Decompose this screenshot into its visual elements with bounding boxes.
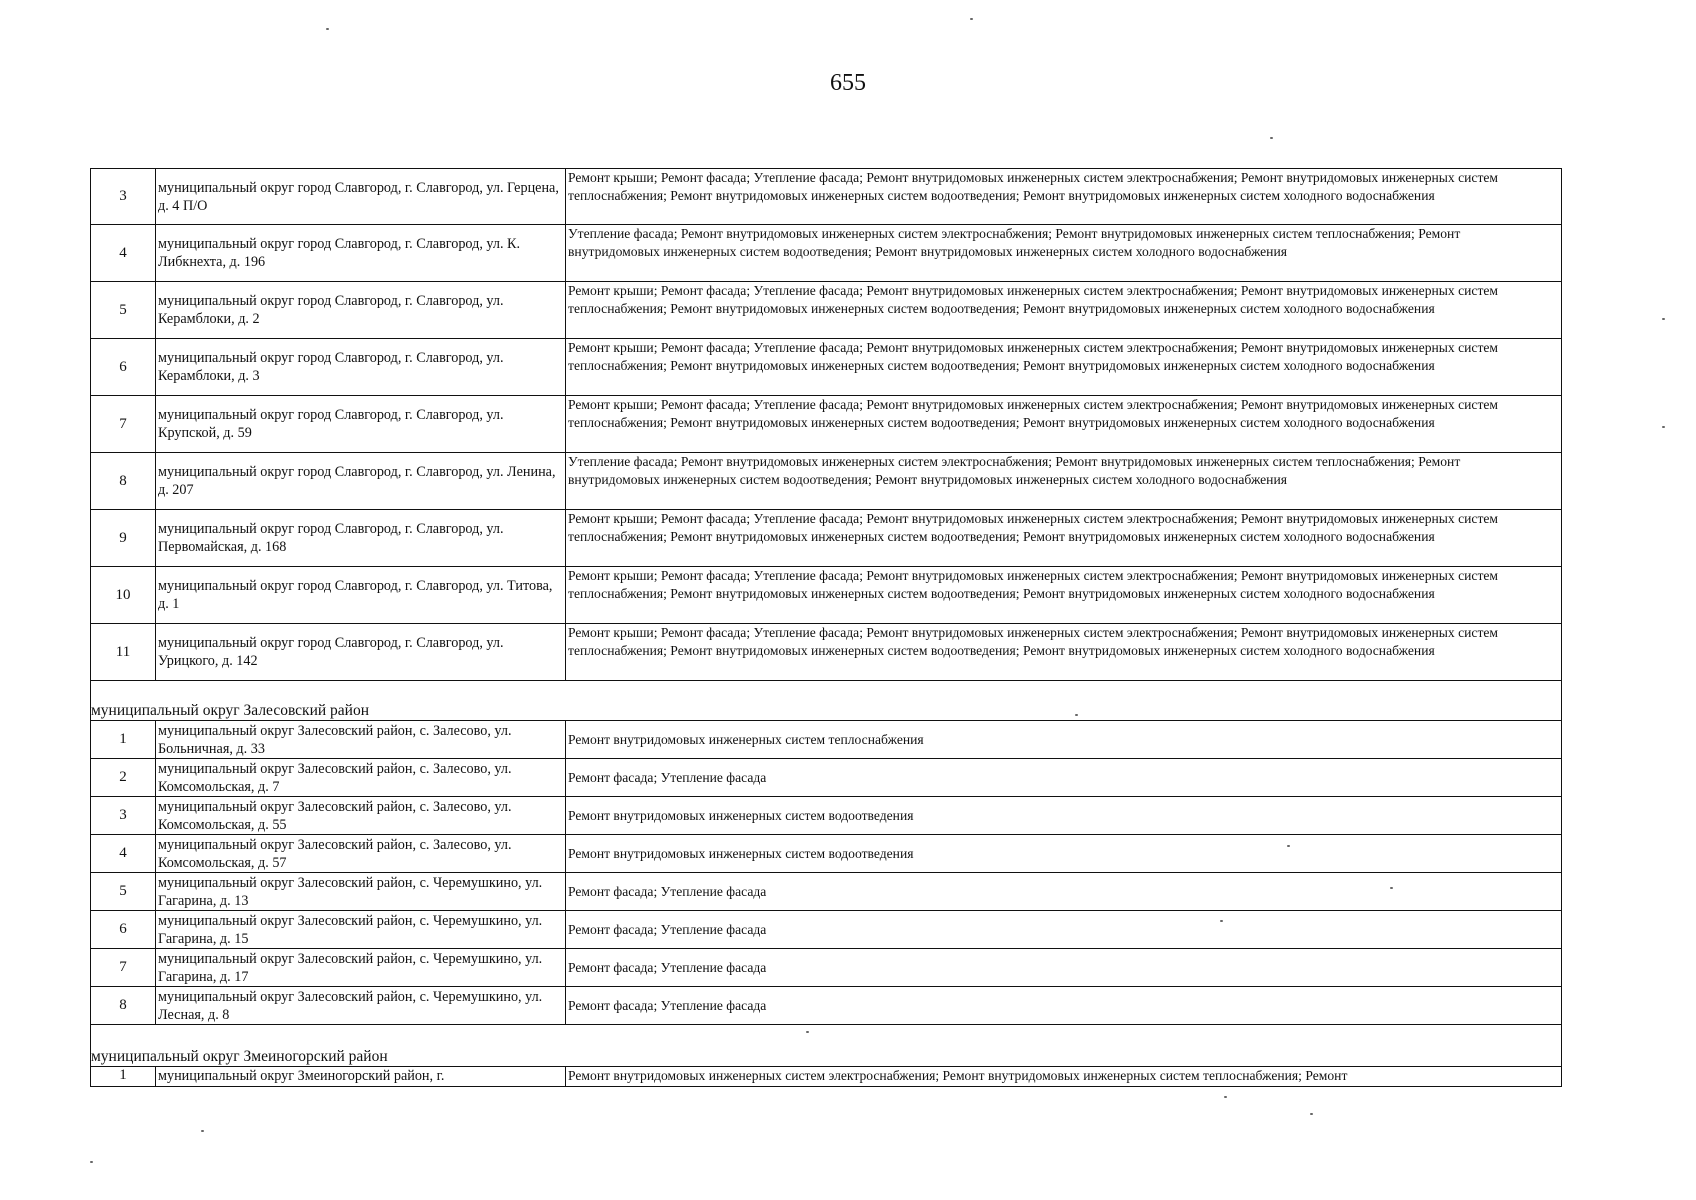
row-number: 2 <box>91 759 156 796</box>
row-address: муниципальный округ Залесовский район, с. Черемушкино, ул. Гагарина, д. 15 <box>156 911 566 948</box>
table-row <box>90 510 1562 567</box>
table-row <box>90 282 1562 339</box>
table-row <box>90 339 1562 396</box>
table-row <box>90 1067 1562 1087</box>
row-number: 5 <box>91 282 156 338</box>
row-works: Ремонт фасада; Утепление фасада <box>568 769 767 785</box>
row-address: муниципальный округ Залесовский район, с. Залесово, ул. Больничная, д. 33 <box>156 721 566 758</box>
table-row <box>90 225 1562 282</box>
section-title: муниципальный округ Залесовский район <box>91 702 370 719</box>
page-number: 655 <box>830 70 866 96</box>
row-number: 3 <box>91 169 156 224</box>
row-works: Ремонт крыши; Ремонт фасада; Утепление фасада; Ремонт внутридомовых инженерных систем электроснабжения; Ремонт внутридомовых инженерных систем теплоснабжения; Ремонт внутридомовых инженерных систем водоотведения; Ремонт внутридомовых инженерных систем холодного водоснабжения <box>568 340 1499 373</box>
row-works: Ремонт крыши; Ремонт фасада; Утепление фасада; Ремонт внутридомовых инженерных систем электроснабжения; Ремонт внутридомовых инженерных систем теплоснабжения; Ремонт внутридомовых инженерных систем водоотведения; Ремонт внутридомовых инженерных систем холодного водоснабжения <box>568 568 1499 601</box>
row-number: 1 <box>91 1067 156 1086</box>
row-works: Ремонт внутридомовых инженерных систем водоотведения <box>568 807 914 823</box>
scan-speck <box>1310 1113 1313 1115</box>
table-row <box>90 624 1562 681</box>
row-address: муниципальный округ город Славгород, г. Славгород, ул. Первомайская, д. 168 <box>156 510 566 566</box>
row-address: муниципальный округ Залесовский район, с. Залесово, ул. Комсомольская, д. 55 <box>156 797 566 834</box>
scan-speck <box>90 1161 93 1163</box>
row-number: 4 <box>91 835 156 872</box>
row-address: муниципальный округ Залесовский район, с. Черемушкино, ул. Гагарина, д. 17 <box>156 949 566 986</box>
row-works: Ремонт внутридомовых инженерных систем теплоснабжения <box>568 731 924 747</box>
row-address: муниципальный округ Змеиногорский район, г. <box>156 1067 566 1086</box>
row-number: 8 <box>91 987 156 1024</box>
table-row <box>90 168 1562 225</box>
row-number: 8 <box>91 453 156 509</box>
scan-speck <box>1662 426 1665 428</box>
row-address: муниципальный округ Залесовский район, с. Черемушкино, ул. Гагарина, д. 13 <box>156 873 566 910</box>
table-row <box>90 987 1562 1025</box>
scan-speck <box>201 1130 204 1132</box>
scan-speck <box>1662 318 1665 320</box>
table-row <box>90 453 1562 510</box>
row-address: муниципальный округ город Славгород, г. Славгород, ул. Ленина, д. 207 <box>156 453 566 509</box>
scan-speck <box>1220 920 1223 922</box>
table-row <box>90 949 1562 987</box>
row-works: Ремонт крыши; Ремонт фасада; Утепление фасада; Ремонт внутридомовых инженерных систем электроснабжения; Ремонт внутридомовых инженерных систем теплоснабжения; Ремонт внутридомовых инженерных систем водоотведения; Ремонт внутридомовых инженерных систем холодного водоснабжения <box>568 511 1499 544</box>
scan-speck <box>1287 845 1290 847</box>
section-title: муниципальный округ Змеиногорский район <box>91 1048 388 1065</box>
row-works: Ремонт фасада; Утепление фасада <box>568 921 767 937</box>
table-row <box>90 396 1562 453</box>
table-row <box>90 835 1562 873</box>
table-row <box>90 721 1562 759</box>
row-number: 6 <box>91 339 156 395</box>
row-address: муниципальный округ город Славгород, г. Славгород, ул. Керамблоки, д. 2 <box>156 282 566 338</box>
row-number: 10 <box>91 567 156 623</box>
row-works: Утепление фасада; Ремонт внутридомовых инженерных систем электроснабжения; Ремонт внутридомовых инженерных систем теплоснабжения; Ремонт внутридомовых инженерных систем водоотведения; Ремонт внутридомовых инженерных систем холодного водоснабжения <box>568 226 1461 259</box>
row-number: 11 <box>91 624 156 680</box>
row-number: 4 <box>91 225 156 281</box>
section-header <box>90 681 1562 721</box>
scan-speck <box>1390 887 1393 889</box>
row-works: Ремонт крыши; Ремонт фасада; Утепление фасада; Ремонт внутридомовых инженерных систем электроснабжения; Ремонт внутридомовых инженерных систем теплоснабжения; Ремонт внутридомовых инженерных систем водоотведения; Ремонт внутридомовых инженерных систем холодного водоснабжения <box>568 170 1499 203</box>
row-works: Утепление фасада; Ремонт внутридомовых инженерных систем электроснабжения; Ремонт внутридомовых инженерных систем теплоснабжения; Ремонт внутридомовых инженерных систем водоотведения; Ремонт внутридомовых инженерных систем холодного водоснабжения <box>568 454 1461 487</box>
table-row <box>90 873 1562 911</box>
row-address: муниципальный округ Залесовский район, с. Залесово, ул. Комсомольская, д. 7 <box>156 759 566 796</box>
table-row <box>90 759 1562 797</box>
row-number: 6 <box>91 911 156 948</box>
row-number: 7 <box>91 949 156 986</box>
row-address: муниципальный округ город Славгород, г. Славгород, ул. Герцена, д. 4 П/О <box>156 169 566 224</box>
row-number: 1 <box>91 721 156 758</box>
table-row <box>90 911 1562 949</box>
row-address: муниципальный округ город Славгород, г. Славгород, ул. К. Либкнехта, д. 196 <box>156 225 566 281</box>
row-works: Ремонт крыши; Ремонт фасада; Утепление фасада; Ремонт внутридомовых инженерных систем электроснабжения; Ремонт внутридомовых инженерных систем теплоснабжения; Ремонт внутридомовых инженерных систем водоотведения; Ремонт внутридомовых инженерных систем холодного водоснабжения <box>568 283 1499 316</box>
table-row <box>90 567 1562 624</box>
row-address: муниципальный округ город Славгород, г. Славгород, ул. Крупской, д. 59 <box>156 396 566 452</box>
scan-speck <box>1075 714 1078 716</box>
section-header <box>90 1025 1562 1067</box>
row-address: муниципальный округ Залесовский район, с. Залесово, ул. Комсомольская, д. 57 <box>156 835 566 872</box>
row-number: 3 <box>91 797 156 834</box>
row-works: Ремонт фасада; Утепление фасада <box>568 959 767 975</box>
row-works: Ремонт внутридомовых инженерных систем водоотведения <box>568 845 914 861</box>
row-works: Ремонт крыши; Ремонт фасада; Утепление фасада; Ремонт внутридомовых инженерных систем электроснабжения; Ремонт внутридомовых инженерных систем теплоснабжения; Ремонт внутридомовых инженерных систем водоотведения; Ремонт внутридомовых инженерных систем холодного водоснабжения <box>568 625 1499 658</box>
row-number: 5 <box>91 873 156 910</box>
row-works: Ремонт фасада; Утепление фасада <box>568 883 767 899</box>
row-works: Ремонт внутридомовых инженерных систем электроснабжения; Ремонт внутридомовых инженерных систем теплоснабжения; Ремонт <box>568 1068 1348 1083</box>
scan-speck <box>1224 1096 1227 1098</box>
row-works: Ремонт фасада; Утепление фасада <box>568 997 767 1013</box>
row-number: 7 <box>91 396 156 452</box>
scan-speck <box>806 1031 809 1033</box>
row-address: муниципальный округ город Славгород, г. Славгород, ул. Керамблоки, д. 3 <box>156 339 566 395</box>
scan-speck <box>326 28 329 30</box>
row-address: муниципальный округ город Славгород, г. Славгород, ул. Титова, д. 1 <box>156 567 566 623</box>
scan-speck <box>1270 137 1273 139</box>
row-address: муниципальный округ город Славгород, г. Славгород, ул. Урицкого, д. 142 <box>156 624 566 680</box>
row-address: муниципальный округ Залесовский район, с. Черемушкино, ул. Лесная, д. 8 <box>156 987 566 1024</box>
works-table <box>90 168 1562 1087</box>
row-works: Ремонт крыши; Ремонт фасада; Утепление фасада; Ремонт внутридомовых инженерных систем электроснабжения; Ремонт внутридомовых инженерных систем теплоснабжения; Ремонт внутридомовых инженерных систем водоотведения; Ремонт внутридомовых инженерных систем холодного водоснабжения <box>568 397 1499 430</box>
scan-speck <box>970 18 973 20</box>
row-number: 9 <box>91 510 156 566</box>
table-row <box>90 797 1562 835</box>
